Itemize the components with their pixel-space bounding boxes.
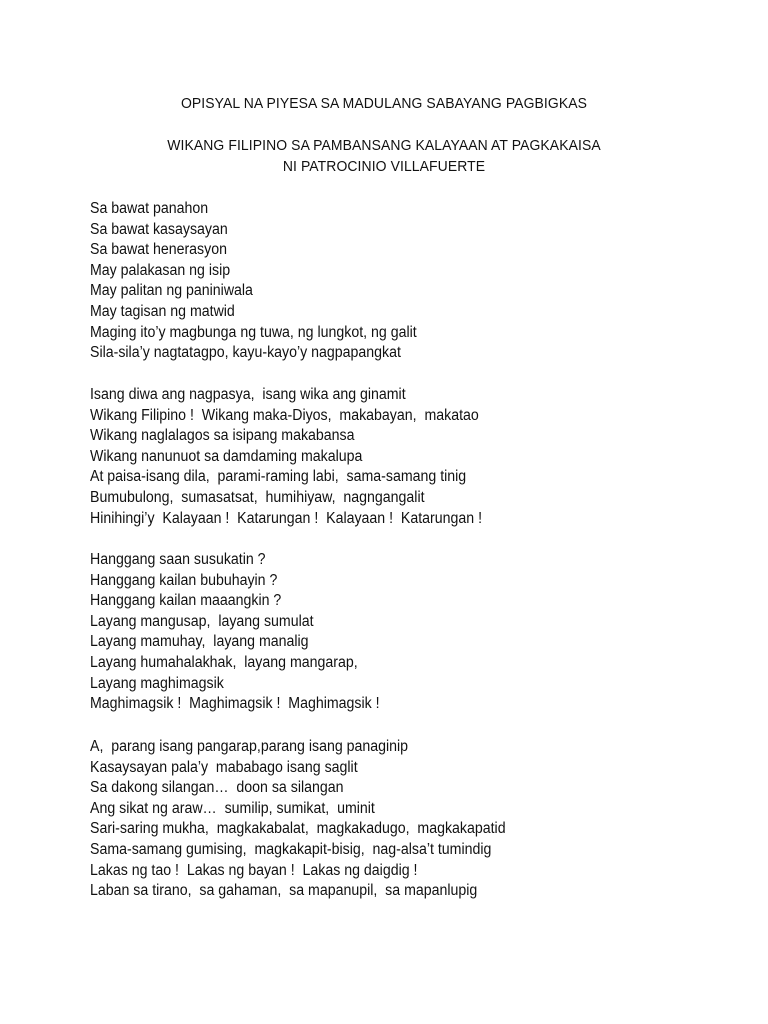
poem-line: Maghimagsik ! Maghimagsik ! Maghimagsik ! bbox=[90, 695, 380, 713]
poem-title: WIKANG FILIPINO SA PAMBANSANG KALAYAAN AT PAGKAKAISA bbox=[167, 137, 601, 154]
stanza-1 bbox=[90, 199, 710, 364]
poem-line: Kasaysayan pala’y mababago isang saglit bbox=[90, 758, 358, 776]
poem-line: Layang mangusap, layang sumulat bbox=[90, 612, 314, 630]
poem-line: Hanggang saan susukatin ? bbox=[90, 551, 266, 568]
poem-line: May tagisan ng matwid bbox=[90, 302, 235, 320]
poem-line: Wikang Filipino ! Wikang maka-Diyos, makabayan, makatao bbox=[90, 406, 479, 424]
poem-line: Layang humahalakhak, layang mangarap, bbox=[90, 653, 358, 671]
poem-line: Lakas ng tao ! Lakas ng bayan ! Lakas ng daigdig ! bbox=[90, 861, 418, 879]
poem-line: Sa bawat panahon bbox=[90, 200, 209, 217]
poem-line: Wikang naglalagos sa isipang makabansa bbox=[90, 427, 355, 445]
poem-line: Sari-saring mukha, magkakabalat, magkakadugo, magkakapatid bbox=[90, 820, 506, 838]
poem-line: Sila-sila’y nagtatagpo, kayu-kayo’y nagpapangkat bbox=[90, 344, 401, 362]
document-title: OPISYAL NA PIYESA SA MADULANG SABAYANG PAGBIGKAS bbox=[180, 95, 588, 112]
poem-line: Layang mamuhay, layang manalig bbox=[90, 633, 309, 651]
poem-line: Laban sa tirano, sa gahaman, sa mapanupil, sa mapanlupig bbox=[90, 882, 478, 900]
poem-line: Sama-samang gumising, magkakapit-bisig, nag-alsa’t tumindig bbox=[90, 840, 492, 858]
poem-line: Maging ito’y magbunga ng tuwa, ng lungkot, ng galit bbox=[90, 323, 417, 341]
poem-line: Sa bawat henerasyon bbox=[90, 241, 227, 259]
poem-line: Bumubulong, sumasatsat, humihiyaw, nagngangalit bbox=[90, 488, 425, 506]
poem-line: Layang maghimagsik bbox=[90, 674, 224, 692]
stanza-2 bbox=[90, 385, 710, 529]
poem-line: Hinihingi’y Kalayaan ! Katarungan ! Kalayaan ! Katarungan ! bbox=[90, 509, 483, 527]
poem-line: Isang diwa ang nagpasya, isang wika ang ginamit bbox=[90, 386, 406, 403]
poem-line: Ang sikat ng araw… sumilip, sumikat, uminit bbox=[90, 799, 375, 817]
poem-line: Sa dakong silangan… doon sa silangan bbox=[90, 779, 344, 797]
poem-line: Hanggang kailan maaangkin ? bbox=[90, 592, 282, 610]
poem-line: At paisa-isang dila, parami-raming labi, sama-samang tinig bbox=[90, 468, 467, 486]
poem-line: May palakasan ng isip bbox=[90, 261, 231, 279]
stanza-3 bbox=[90, 550, 710, 715]
poem-line: Hanggang kailan bubuhayin ? bbox=[90, 571, 278, 589]
poem-line: Wikang nanunuot sa damdaming makalupa bbox=[90, 447, 363, 465]
stanza-4 bbox=[90, 737, 710, 902]
poem-line: Sa bawat kasaysayan bbox=[90, 220, 228, 238]
poem-author: NI PATROCINIO VILLAFUERTE bbox=[282, 158, 486, 175]
poem-line: May palitan ng paniniwala bbox=[90, 282, 253, 300]
poem-line: A, parang isang pangarap,parang isang panaginip bbox=[90, 738, 409, 755]
